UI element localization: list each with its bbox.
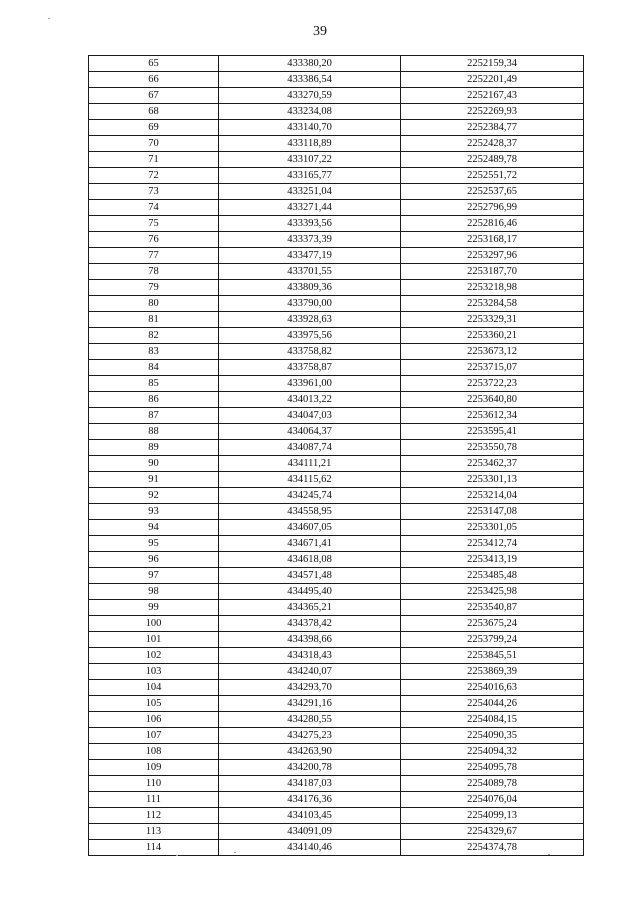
x-coordinate-cell: 434365,21 xyxy=(219,600,401,616)
y-coordinate-cell: 2253462,37 xyxy=(401,456,584,472)
y-coordinate-cell: 2253673,12 xyxy=(401,344,584,360)
table-row xyxy=(89,696,584,712)
x-coordinate-cell: 434495,40 xyxy=(219,584,401,600)
y-coordinate-cell: 2253147,08 xyxy=(401,504,584,520)
table-row xyxy=(89,648,584,664)
table-row xyxy=(89,136,584,152)
point-number-cell: 109 xyxy=(89,760,219,776)
y-coordinate-cell: 2253540,87 xyxy=(401,600,584,616)
x-coordinate-cell: 434091,09 xyxy=(219,824,401,840)
x-coordinate-cell: 433107,22 xyxy=(219,152,401,168)
point-number-cell: 85 xyxy=(89,376,219,392)
y-coordinate-cell: 2254095,78 xyxy=(401,760,584,776)
table-row xyxy=(89,184,584,200)
point-number-cell: 97 xyxy=(89,568,219,584)
point-number-cell: 68 xyxy=(89,104,219,120)
x-coordinate-cell: 434558,95 xyxy=(219,504,401,520)
table-row xyxy=(89,344,584,360)
point-number-cell: 101 xyxy=(89,632,219,648)
coordinates-table xyxy=(88,55,584,856)
point-number-cell: 114 xyxy=(89,840,219,856)
table-row xyxy=(89,600,584,616)
table-row xyxy=(89,680,584,696)
table-row xyxy=(89,776,584,792)
y-coordinate-cell: 2254089,78 xyxy=(401,776,584,792)
x-coordinate-cell: 433118,89 xyxy=(219,136,401,152)
x-coordinate-cell: 433961,00 xyxy=(219,376,401,392)
table-row xyxy=(89,616,584,632)
x-coordinate-cell: 433975,56 xyxy=(219,328,401,344)
y-coordinate-cell: 2253799,24 xyxy=(401,632,584,648)
table-row xyxy=(89,280,584,296)
table-row xyxy=(89,504,584,520)
x-coordinate-cell: 433758,82 xyxy=(219,344,401,360)
y-coordinate-cell: 2254099,13 xyxy=(401,808,584,824)
point-number-cell: 66 xyxy=(89,72,219,88)
point-number-cell: 112 xyxy=(89,808,219,824)
x-coordinate-cell: 433165,77 xyxy=(219,168,401,184)
table-row xyxy=(89,552,584,568)
point-number-cell: 90 xyxy=(89,456,219,472)
point-number-cell: 81 xyxy=(89,312,219,328)
x-coordinate-cell: 434293,70 xyxy=(219,680,401,696)
y-coordinate-cell: 2254329,67 xyxy=(401,824,584,840)
y-coordinate-cell: 2253485,48 xyxy=(401,568,584,584)
y-coordinate-cell: 2253722,23 xyxy=(401,376,584,392)
x-coordinate-cell: 434571,48 xyxy=(219,568,401,584)
point-number-cell: 100 xyxy=(89,616,219,632)
point-number-cell: 83 xyxy=(89,344,219,360)
point-number-cell: 65 xyxy=(89,56,219,72)
x-coordinate-cell: 434378,42 xyxy=(219,616,401,632)
table-row xyxy=(89,200,584,216)
x-coordinate-cell: 434291,16 xyxy=(219,696,401,712)
table-row xyxy=(89,520,584,536)
x-coordinate-cell: 434111,21 xyxy=(219,456,401,472)
table-row xyxy=(89,104,584,120)
y-coordinate-cell: 2253425,98 xyxy=(401,584,584,600)
y-coordinate-cell: 2252796,99 xyxy=(401,200,584,216)
point-number-cell: 88 xyxy=(89,424,219,440)
point-number-cell: 91 xyxy=(89,472,219,488)
y-coordinate-cell: 2253214,04 xyxy=(401,488,584,504)
x-coordinate-cell: 433140,70 xyxy=(219,120,401,136)
table-row xyxy=(89,424,584,440)
x-coordinate-cell: 433380,20 xyxy=(219,56,401,72)
scan-speck xyxy=(176,855,178,856)
y-coordinate-cell: 2252159,34 xyxy=(401,56,584,72)
y-coordinate-cell: 2253187,70 xyxy=(401,264,584,280)
point-number-cell: 110 xyxy=(89,776,219,792)
table-row xyxy=(89,216,584,232)
point-number-cell: 107 xyxy=(89,728,219,744)
x-coordinate-cell: 433758,87 xyxy=(219,360,401,376)
x-coordinate-cell: 433234,08 xyxy=(219,104,401,120)
x-coordinate-cell: 433701,55 xyxy=(219,264,401,280)
table-row xyxy=(89,232,584,248)
point-number-cell: 102 xyxy=(89,648,219,664)
x-coordinate-cell: 434280,55 xyxy=(219,712,401,728)
point-number-cell: 96 xyxy=(89,552,219,568)
table-row xyxy=(89,408,584,424)
x-coordinate-cell: 434064,37 xyxy=(219,424,401,440)
table-row xyxy=(89,360,584,376)
y-coordinate-cell: 2253612,34 xyxy=(401,408,584,424)
y-coordinate-cell: 2253218,98 xyxy=(401,280,584,296)
x-coordinate-cell: 434240,07 xyxy=(219,664,401,680)
point-number-cell: 76 xyxy=(89,232,219,248)
point-number-cell: 72 xyxy=(89,168,219,184)
x-coordinate-cell: 433393,56 xyxy=(219,216,401,232)
point-number-cell: 69 xyxy=(89,120,219,136)
y-coordinate-cell: 2252537,65 xyxy=(401,184,584,200)
x-coordinate-cell: 433373,39 xyxy=(219,232,401,248)
x-coordinate-cell: 433251,04 xyxy=(219,184,401,200)
x-coordinate-cell: 434398,66 xyxy=(219,632,401,648)
x-coordinate-cell: 434245,74 xyxy=(219,488,401,504)
point-number-cell: 67 xyxy=(89,88,219,104)
x-coordinate-cell: 433477,19 xyxy=(219,248,401,264)
table-row xyxy=(89,568,584,584)
y-coordinate-cell: 2253413,19 xyxy=(401,552,584,568)
y-coordinate-cell: 2253329,31 xyxy=(401,312,584,328)
y-coordinate-cell: 2253168,17 xyxy=(401,232,584,248)
point-number-cell: 99 xyxy=(89,600,219,616)
x-coordinate-cell: 434087,74 xyxy=(219,440,401,456)
x-coordinate-cell: 433271,44 xyxy=(219,200,401,216)
y-coordinate-cell: 2254084,15 xyxy=(401,712,584,728)
y-coordinate-cell: 2252384,77 xyxy=(401,120,584,136)
x-coordinate-cell: 434115,62 xyxy=(219,472,401,488)
page-number: 39 xyxy=(313,24,327,39)
table-row xyxy=(89,584,584,600)
table-row xyxy=(89,712,584,728)
x-coordinate-cell: 434103,45 xyxy=(219,808,401,824)
point-number-cell: 74 xyxy=(89,200,219,216)
point-number-cell: 95 xyxy=(89,536,219,552)
table-row xyxy=(89,664,584,680)
point-number-cell: 77 xyxy=(89,248,219,264)
y-coordinate-cell: 2254076,04 xyxy=(401,792,584,808)
point-number-cell: 106 xyxy=(89,712,219,728)
y-coordinate-cell: 2253845,51 xyxy=(401,648,584,664)
x-coordinate-cell: 434187,03 xyxy=(219,776,401,792)
x-coordinate-cell: 434176,36 xyxy=(219,792,401,808)
x-coordinate-cell: 434618,08 xyxy=(219,552,401,568)
point-number-cell: 70 xyxy=(89,136,219,152)
y-coordinate-cell: 2253550,78 xyxy=(401,440,584,456)
y-coordinate-cell: 2252201,49 xyxy=(401,72,584,88)
x-coordinate-cell: 434275,23 xyxy=(219,728,401,744)
point-number-cell: 71 xyxy=(89,152,219,168)
y-coordinate-cell: 2253360,21 xyxy=(401,328,584,344)
point-number-cell: 75 xyxy=(89,216,219,232)
table-row xyxy=(89,56,584,72)
table-row xyxy=(89,264,584,280)
table-row xyxy=(89,376,584,392)
y-coordinate-cell: 2252551,72 xyxy=(401,168,584,184)
table-row xyxy=(89,824,584,840)
y-coordinate-cell: 2252489,78 xyxy=(401,152,584,168)
table-row xyxy=(89,488,584,504)
table-row xyxy=(89,440,584,456)
scan-speck xyxy=(234,852,236,853)
table-row xyxy=(89,536,584,552)
table-row xyxy=(89,792,584,808)
y-coordinate-cell: 2253869,39 xyxy=(401,664,584,680)
y-coordinate-cell: 2254094,32 xyxy=(401,744,584,760)
y-coordinate-cell: 2254016,63 xyxy=(401,680,584,696)
point-number-cell: 79 xyxy=(89,280,219,296)
x-coordinate-cell: 433928,63 xyxy=(219,312,401,328)
x-coordinate-cell: 434263,90 xyxy=(219,744,401,760)
table-row xyxy=(89,312,584,328)
x-coordinate-cell: 433386,54 xyxy=(219,72,401,88)
point-number-cell: 80 xyxy=(89,296,219,312)
x-coordinate-cell: 433270,59 xyxy=(219,88,401,104)
x-coordinate-cell: 433809,36 xyxy=(219,280,401,296)
point-number-cell: 105 xyxy=(89,696,219,712)
y-coordinate-cell: 2252428,37 xyxy=(401,136,584,152)
y-coordinate-cell: 2254090,35 xyxy=(401,728,584,744)
x-coordinate-cell: 434200,78 xyxy=(219,760,401,776)
table-row xyxy=(89,760,584,776)
table-row xyxy=(89,72,584,88)
point-number-cell: 94 xyxy=(89,520,219,536)
y-coordinate-cell: 2253675,24 xyxy=(401,616,584,632)
x-coordinate-cell: 434047,03 xyxy=(219,408,401,424)
y-coordinate-cell: 2252816,46 xyxy=(401,216,584,232)
table-row xyxy=(89,120,584,136)
table-row xyxy=(89,744,584,760)
y-coordinate-cell: 2253297,96 xyxy=(401,248,584,264)
table-row xyxy=(89,392,584,408)
y-coordinate-cell: 2252167,43 xyxy=(401,88,584,104)
point-number-cell: 111 xyxy=(89,792,219,808)
x-coordinate-cell: 434140,46 xyxy=(219,840,401,856)
point-number-cell: 93 xyxy=(89,504,219,520)
x-coordinate-cell: 434013,22 xyxy=(219,392,401,408)
scan-speck xyxy=(48,18,50,19)
y-coordinate-cell: 2253301,13 xyxy=(401,472,584,488)
table-row xyxy=(89,728,584,744)
table-row xyxy=(89,168,584,184)
point-number-cell: 98 xyxy=(89,584,219,600)
point-number-cell: 87 xyxy=(89,408,219,424)
table-row xyxy=(89,472,584,488)
y-coordinate-cell: 2254044,26 xyxy=(401,696,584,712)
table-row xyxy=(89,328,584,344)
y-coordinate-cell: 2253412,74 xyxy=(401,536,584,552)
y-coordinate-cell: 2253284,58 xyxy=(401,296,584,312)
table-row xyxy=(89,88,584,104)
point-number-cell: 108 xyxy=(89,744,219,760)
x-coordinate-cell: 434607,05 xyxy=(219,520,401,536)
point-number-cell: 73 xyxy=(89,184,219,200)
point-number-cell: 84 xyxy=(89,360,219,376)
point-number-cell: 113 xyxy=(89,824,219,840)
point-number-cell: 82 xyxy=(89,328,219,344)
y-coordinate-cell: 2253301,05 xyxy=(401,520,584,536)
table-row xyxy=(89,456,584,472)
table-row xyxy=(89,632,584,648)
y-coordinate-cell: 2254374,78 xyxy=(401,840,584,856)
x-coordinate-cell: 434671,41 xyxy=(219,536,401,552)
y-coordinate-cell: 2253715,07 xyxy=(401,360,584,376)
point-number-cell: 78 xyxy=(89,264,219,280)
coordinates-table-body xyxy=(89,56,584,856)
table-row xyxy=(89,840,584,856)
x-coordinate-cell: 433790,00 xyxy=(219,296,401,312)
y-coordinate-cell: 2252269,93 xyxy=(401,104,584,120)
table-row xyxy=(89,808,584,824)
scan-speck xyxy=(548,854,550,855)
point-number-cell: 86 xyxy=(89,392,219,408)
point-number-cell: 104 xyxy=(89,680,219,696)
table-row xyxy=(89,296,584,312)
table-row xyxy=(89,248,584,264)
y-coordinate-cell: 2253595,41 xyxy=(401,424,584,440)
y-coordinate-cell: 2253640,80 xyxy=(401,392,584,408)
point-number-cell: 89 xyxy=(89,440,219,456)
point-number-cell: 92 xyxy=(89,488,219,504)
point-number-cell: 103 xyxy=(89,664,219,680)
table-row xyxy=(89,152,584,168)
x-coordinate-cell: 434318,43 xyxy=(219,648,401,664)
